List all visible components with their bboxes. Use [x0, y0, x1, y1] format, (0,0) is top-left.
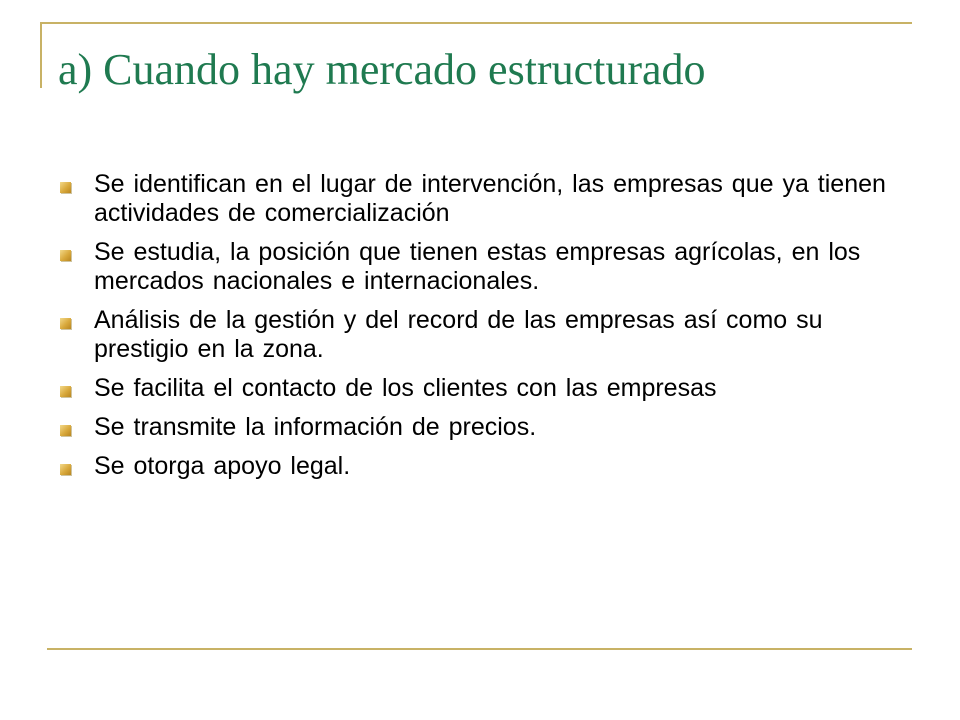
left-divider — [40, 22, 42, 88]
bullet-item — [58, 374, 908, 403]
bullet-item — [58, 413, 908, 442]
bullet-item — [58, 306, 908, 364]
bullet-text: Se otorga apoyo legal. — [94, 452, 351, 480]
bullet-text: Se transmite la información de precios. — [94, 413, 537, 441]
bullet-text: Se estudia, la posición que tienen estas empresas agrícolas, en los mercados nacionales e internacionales. — [94, 238, 861, 295]
bullet-icon — [60, 425, 71, 436]
bullet-item — [58, 452, 908, 481]
bullet-text: Se facilita el contacto de los clientes con las empresas — [94, 374, 717, 402]
bullet-item — [58, 170, 908, 228]
bullet-text: Se identifican en el lugar de intervención, las empresas que ya tienen actividades de comercialización — [94, 170, 886, 227]
top-divider — [40, 22, 912, 24]
bullet-icon — [60, 250, 71, 261]
bullet-item — [58, 238, 908, 296]
bullet-icon — [60, 318, 71, 329]
bullet-icon — [60, 386, 71, 397]
bullet-icon — [60, 464, 71, 475]
slide-title: a) Cuando hay mercado estructurado — [58, 45, 706, 94]
bullet-icon — [60, 182, 71, 193]
bullet-text: Análisis de la gestión y del record de las empresas así como su prestigio en la zona. — [94, 306, 823, 363]
bottom-divider — [47, 648, 912, 650]
bullet-list — [58, 170, 908, 491]
